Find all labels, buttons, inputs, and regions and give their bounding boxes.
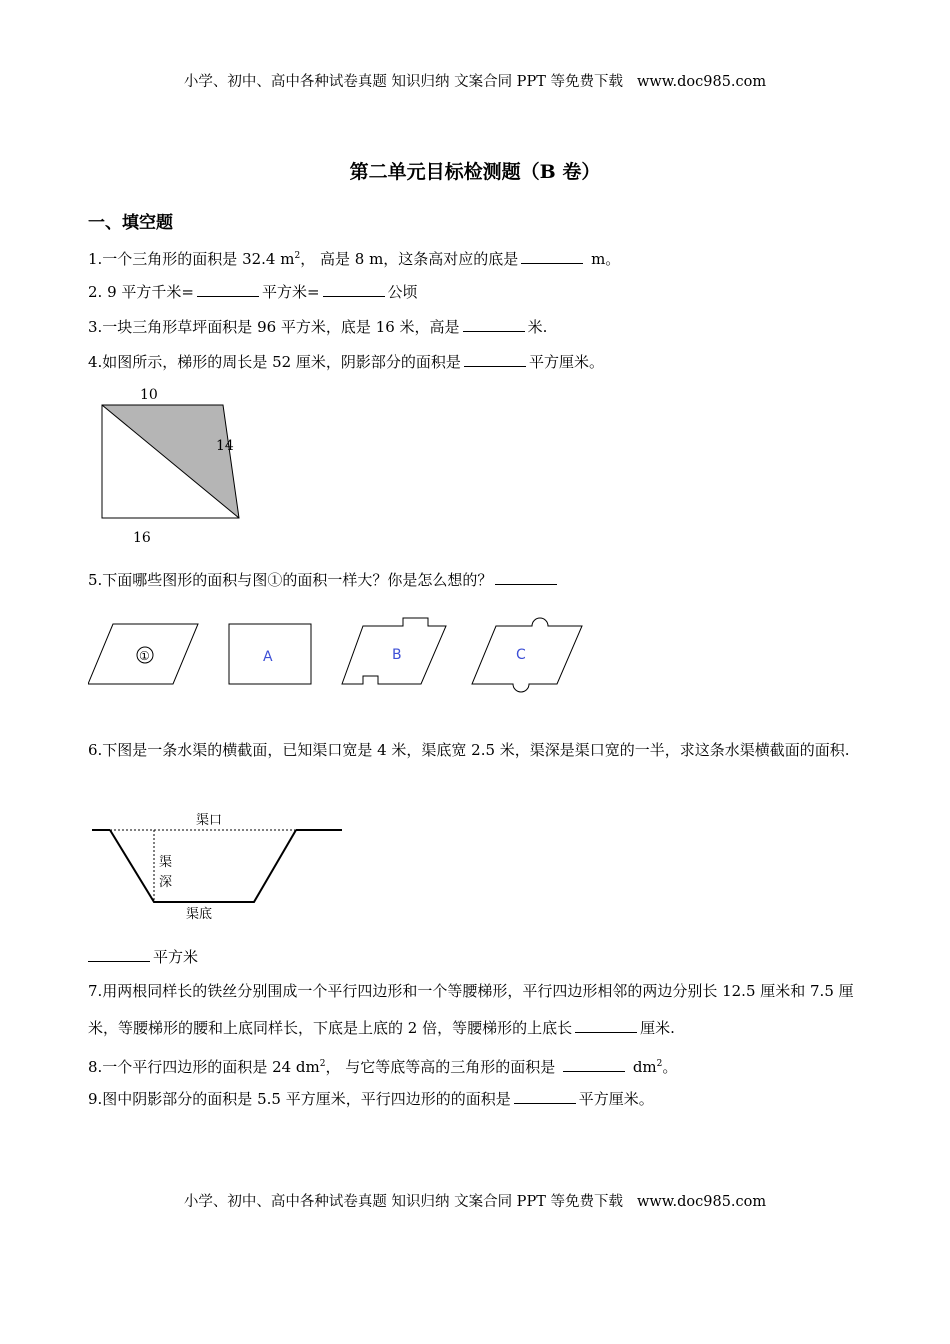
question-6: 6.下图是一条水渠的横截面，已知渠口宽是 4 米，渠底宽 2.5 米，渠深是渠口宽的一半，求这条水渠横截面的面积. — [88, 741, 850, 759]
canal-bottom-label: 渠底 — [186, 907, 213, 922]
question-2: 2. 9 平方千米= 平方米= 公顷 — [88, 283, 418, 301]
page-title: 第二单元目标检测题（B 卷） — [349, 161, 601, 183]
section-heading: 一、填空题 — [88, 213, 173, 233]
side-length-label: 14 — [216, 438, 234, 454]
question-7: 7.用两根同样长的铁丝分别围成一个平行四边形和一个等腰梯形，平行四边形相邻的两边分别长 12.5 厘米和 7.5 厘米，等腰梯形的腰和上底同样长，下底是上底的 2 倍，等腰梯形的上底长 厘米. — [88, 982, 854, 1037]
question-8: 8.一个平行四边形的面积是 24 $dm^2$， 与它等底等高的三角形的面积是 $dm^2$。 — [88, 1058, 678, 1076]
answer-blank[interactable] — [575, 1018, 637, 1033]
canal-top-label: 渠口 — [196, 813, 223, 828]
question-9: 9.图中阴影部分的面积是 5.5 平方厘米，平行四边形的的面积是 平方厘米。 — [88, 1090, 654, 1108]
page-header — [0, 70, 950, 91]
answer-blank[interactable] — [463, 317, 525, 332]
question-1: 1.一个三角形的面积是 32.4 $m^2$， 高是 8 m，这条高对应的底是 m。 — [88, 250, 621, 268]
page-footer — [0, 1190, 950, 1211]
answer-blank[interactable] — [563, 1057, 625, 1072]
footer-text: 小学、初中、高中各种试卷真题 知识归纳 文案合同 PPT 等免费下载 — [183, 1194, 623, 1210]
answer-blank[interactable] — [495, 570, 557, 585]
answer-blank[interactable] — [464, 352, 526, 367]
answer-blank[interactable] — [521, 249, 583, 264]
footer-url[interactable]: www.doc985.com — [636, 1194, 767, 1210]
canal-depth-label-1: 渠 — [159, 855, 173, 870]
shapes-figure — [88, 612, 588, 702]
canal-depth-label-2: 深 — [159, 875, 173, 890]
trapezoid-figure — [88, 380, 258, 550]
question-6-answer: 平方米 — [88, 947, 198, 967]
answer-blank[interactable] — [514, 1089, 576, 1104]
figure-label-a: A — [263, 649, 273, 665]
header-text: 小学、初中、高中各种试卷真题 知识归纳 文案合同 PPT 等免费下载 — [183, 74, 623, 90]
figure-label-b: B — [392, 647, 402, 663]
question-5: 5.下面哪些图形的面积与图①的面积一样大？你是怎么想的？ — [88, 570, 560, 590]
figure-label-c: C — [516, 647, 526, 663]
answer-blank[interactable] — [323, 282, 385, 297]
question-4: 4.如图所示，梯形的周长是 52 厘米，阴影部分的面积是 平方厘米。 — [88, 353, 604, 371]
answer-blank[interactable] — [197, 282, 259, 297]
top-length-label: 10 — [140, 387, 158, 403]
bottom-length-label: 16 — [133, 530, 151, 546]
header-url[interactable]: www.doc985.com — [636, 74, 767, 90]
figure-label-1: ① — [139, 649, 150, 663]
shape-c — [472, 618, 582, 692]
canal-outline — [110, 830, 296, 902]
answer-blank[interactable] — [88, 947, 150, 962]
canal-figure — [88, 806, 348, 926]
question-3: 3.一块三角形草坪面积是 96 平方米，底是 16 米，高是 米. — [88, 318, 548, 336]
